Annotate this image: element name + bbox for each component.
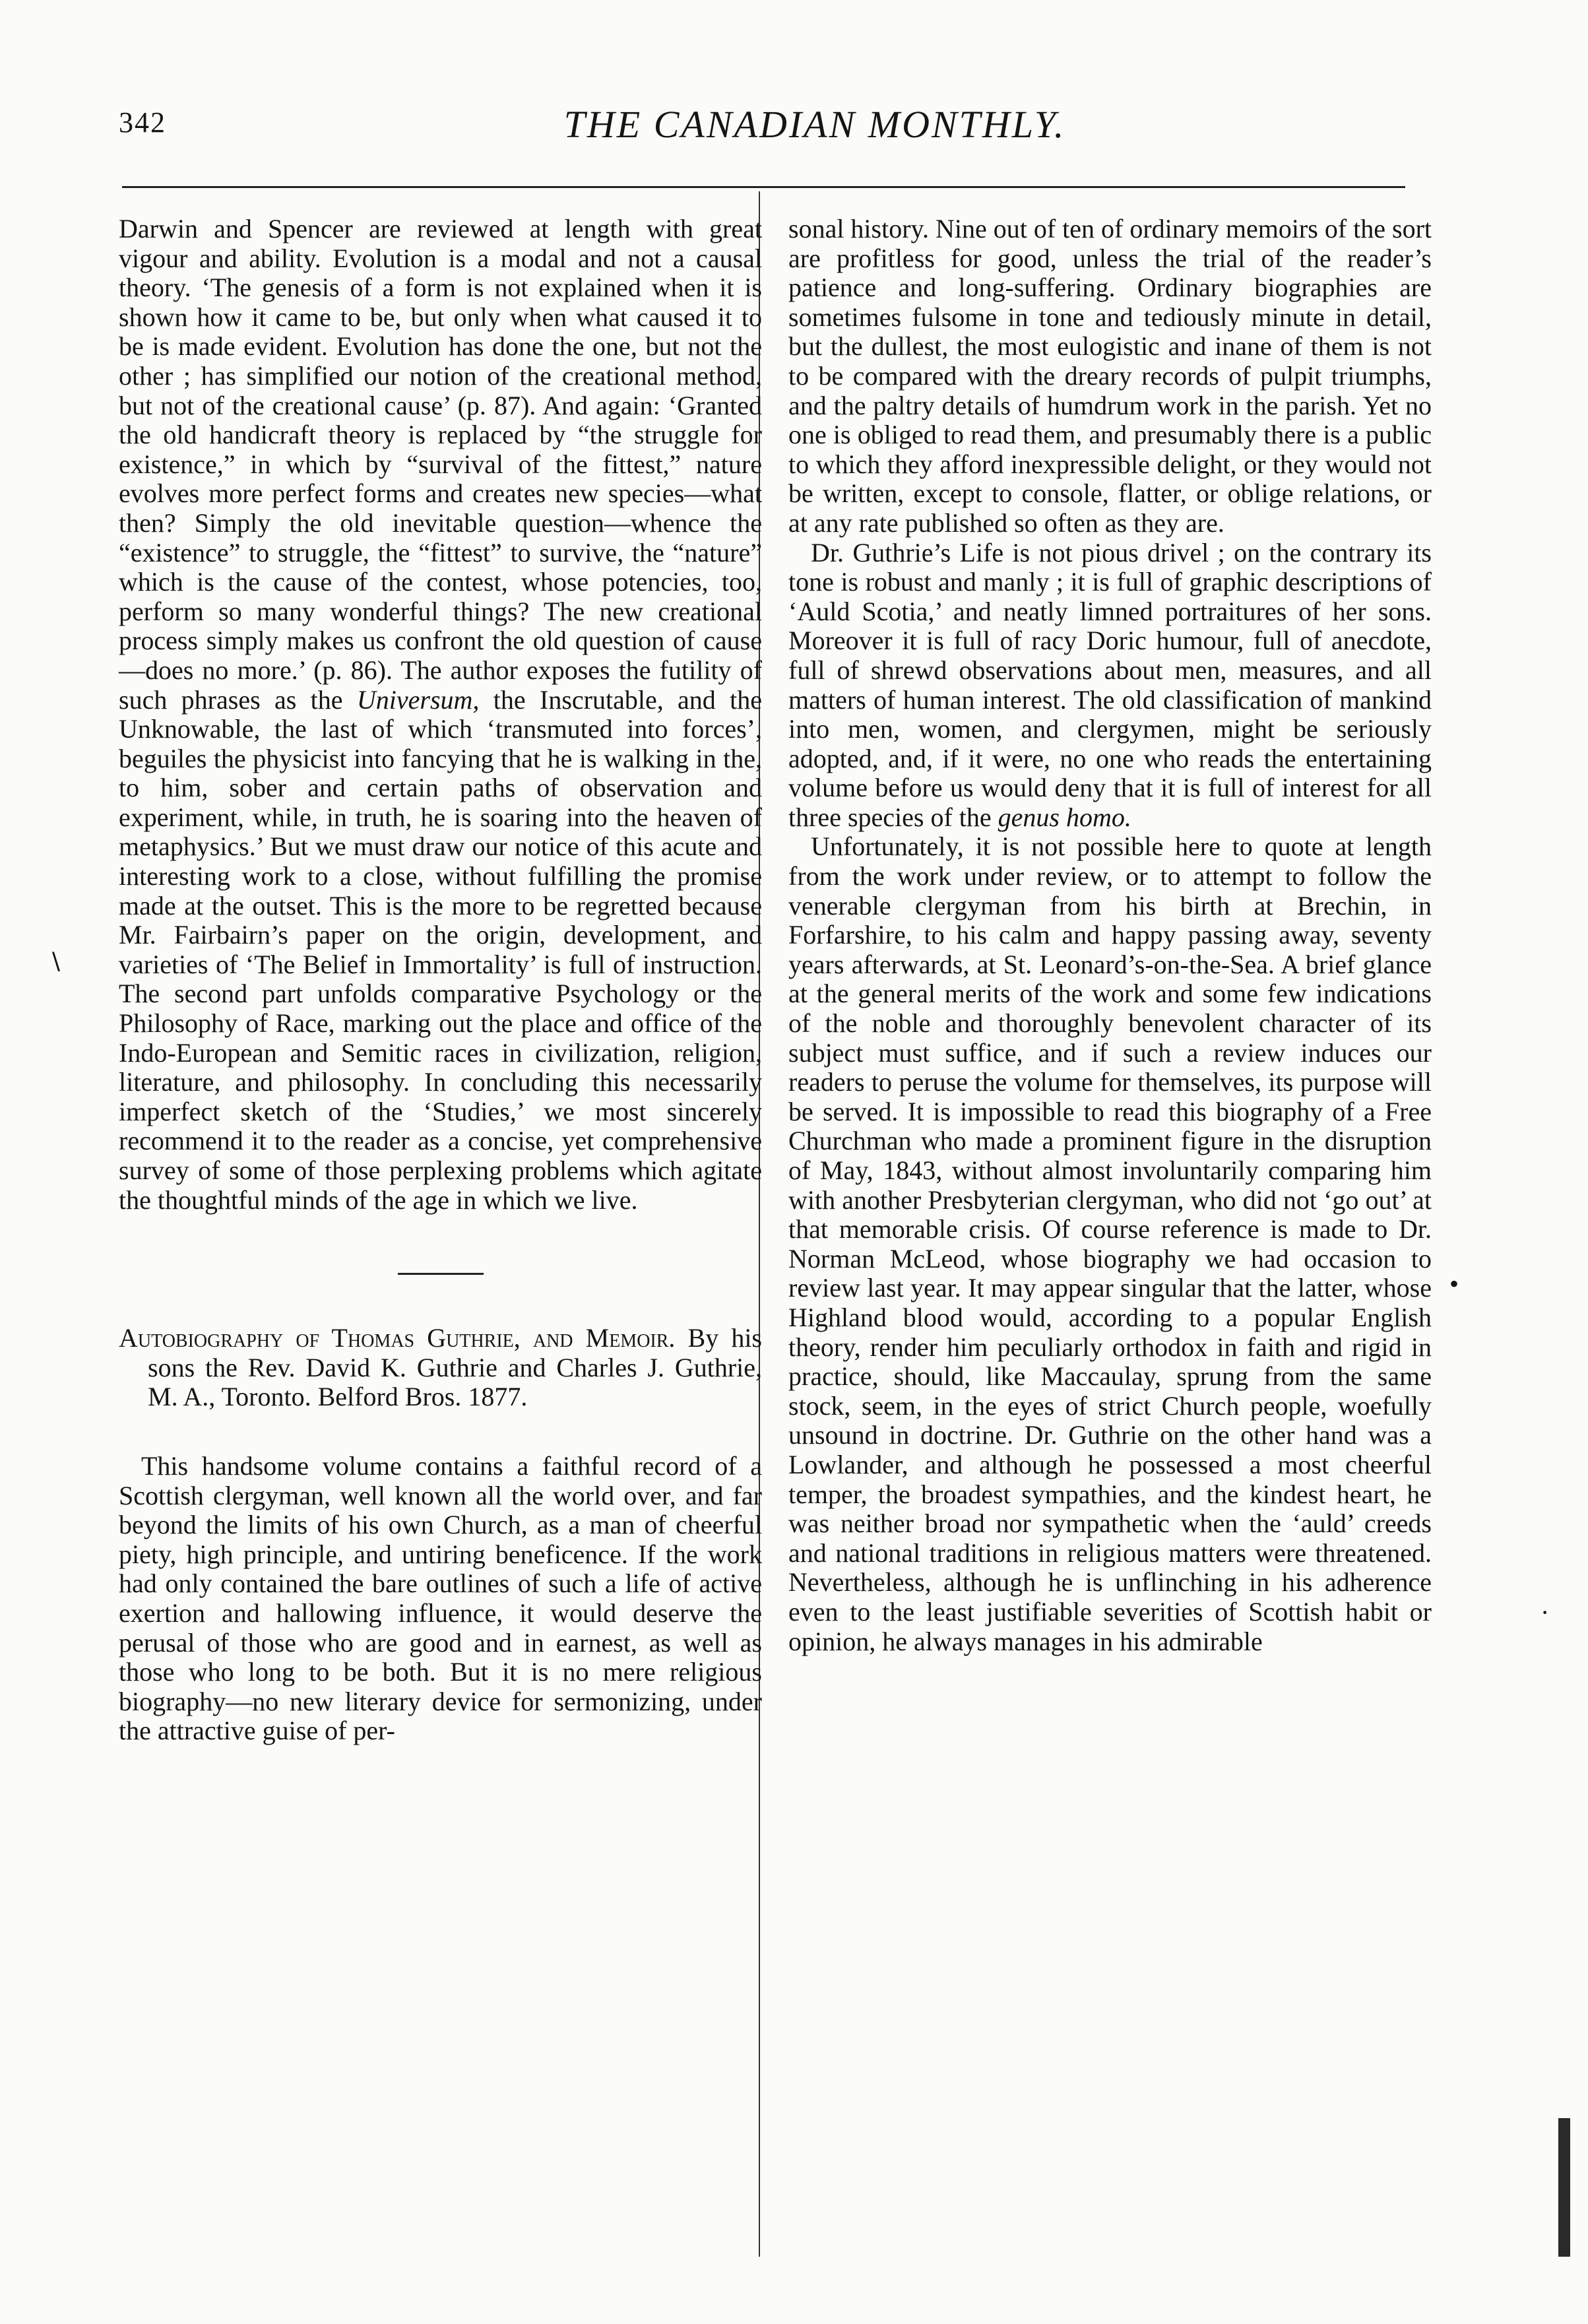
review-title: Autobiography of Thomas Guthrie, and Memoir.	[119, 1323, 676, 1353]
margin-mark: ·	[1540, 1598, 1550, 1627]
right-column	[788, 214, 1432, 1656]
binding-edge	[1558, 2118, 1570, 2257]
right-paragraph-2	[788, 538, 1432, 833]
section-divider	[398, 1273, 484, 1275]
right-paragraph-3: Unfortunately, it is not possible here to quote at length from the work under review, or to attempt to follow the venerable clergyman from his birth at Brechin, in Forfarshire, to his calm and happy passing away, seventy years afterwards, at St. Leonard’s-on-the-Sea. A brief glance at the general merits of the work and some few indications of the noble and thoroughly benevolent character of its subject must suffice, and if such a review induces our readers to peruse the volume for themselves, its purpose will be served. It is impossible to read this biography of a Free Churchman who made a prominent figure in the disruption of May, 1843, without almost involuntarily comparing him with another Presbyterian clergyman, who did not ‘go out’ at that memorable crisis. Of course reference is made to Dr. Norman McLeod, whose biography we had occasion to review last year. It may appear singular that the latter, whose Highland blood would, according to a popular English theory, render him peculiarly orthodox in faith and rigid in practice, should, like Maccaulay, sprung from the same stock, seem, in the eyes of strict Church people, woefully unsound in doctrine. Dr. Guthrie on the other hand was a Lowlander, and although he possessed a most cheerful temper, the broadest sympathies, and the kindest heart, he was neither broad nor sympathetic when the ‘auld’ creeds and national traditions in religious matters were threatened. Nevertheless, although he is unflinching in his adherence even to the least justifiable severities of Scottish habit or opinion, he always manages in his admirable	[788, 831, 1432, 1656]
paragraph-text: the Inscrutable, and the Unknowable, the last of which ‘transmuted into forces’, beguiles the physicist into fancying that he is walking in the, to him, sober and certain paths of observation and experiment, while, in truth, he is soaring into the heaven of metaphysics.’ But we must draw our notice of this acute and interesting work to a close, without fulfilling the promise made at the outset. This is the more to be regretted because Mr. Fairbairn’s paper on the origin, development, and varieties of ‘The Belief in Immortality’ is full of instruction. The second part unfolds comparative Psychology or the Philosophy of Race, marking out the place and office of the Indo-European and Semitic races in civilization, religion, literature, and philosophy. In concluding this necessarily imperfect sketch of the ‘Studies,’ we most sincerely recommend it to the reader as a concise, yet comprehensive survey of some of those perplexing problems which agitate the thoughtful minds of the age in which we live.	[119, 684, 763, 1215]
page-number: 342	[119, 106, 166, 139]
review-heading	[119, 1324, 762, 1412]
left-column	[119, 214, 762, 1746]
header-rule	[122, 186, 1405, 188]
italic-term: genus homo.	[998, 802, 1131, 832]
italic-term: Universum,	[356, 684, 480, 715]
review-meta: By his sons the Rev. David K. Guthrie and Charles J. Guthrie, M. A., Toronto. Belford Bros. 1877.	[148, 1323, 762, 1412]
margin-mark: •	[1449, 1269, 1459, 1299]
paragraph-text: Darwin and Spencer are reviewed at length with great vigour and ability. Evolution is a modal and not a causal theory. ‘The genesis of a form is not explained when it is shown how it came to be, but only when what caused it to be is made evident. Evolution has done the one, but not the other ; has simplified our notion of the creational method, but not of the creational cause’ (p. 87). And again: ‘Granted the old handicraft theory is replaced by “the struggle for existence,” in which by “survival of the fittest,” nature evolves more perfect forms and creates new species—what then? Simply the old inevitable question—whence the “existence” to struggle, the “fittest” to survive, the “nature” which is the cause of the contest, whose potencies, too, perform so many wonderful things? The new creational process simply makes us confront the old question of cause—does no more.’ (p. 86). The author exposes the futility of such phrases as the	[119, 214, 762, 715]
margin-mark: ∖	[48, 949, 63, 975]
paragraph-text: Dr. Guthrie’s Life is not pious drivel ; on the contrary its tone is robust and manly ; it is full of graphic descriptions of ‘Auld Scotia,’ and neatly limned portraitures of her sons. Moreover it is full of racy Doric humour, full of anecdote, full of shrewd observations about men, measures, and all matters of human interest. The old classification of mankind into men, women, and clergymen, might be seriously adopted, and, if it were, no one who reads the entertaining volume before us would deny that it is full of interest for all three species of the	[788, 537, 1432, 832]
left-paragraph-1	[119, 214, 762, 1215]
right-paragraph-1: sonal history. Nine out of ten of ordinary memoirs of the sort are profitless for good, unless the trial of the reader’s patience and long-suffering. Ordinary biographies are sometimes fulsome in tone and tediously minute in detail, but the dullest, the most eulogistic and inane of them is not to be compared with the dreary records of pulpit triumphs, and the paltry details of humdrum work in the parish. Yet no one is obliged to read them, and presumably there is a public to which they afford inexpressible delight, or they would not be written, except to console, flatter, or oblige relations, or at any rate published so often as they are.	[788, 214, 1432, 538]
running-title: THE CANADIAN MONTHLY.	[563, 103, 1066, 146]
left-paragraph-2: This handsome volume contains a faithful record of a Scottish clergyman, well known all the world over, and far beyond the limits of his own Church, as a man of cheerful piety, high principle, and untiring beneficence. If the work had only contained the bare outlines of such a life of active exertion and hallowing influence, it would deserve the perusal of those who are good and in earnest, as well as those who long to be both. But it is no mere religious biography—no new literary device for sermonizing, under the attractive guise of per-	[119, 1450, 762, 1746]
